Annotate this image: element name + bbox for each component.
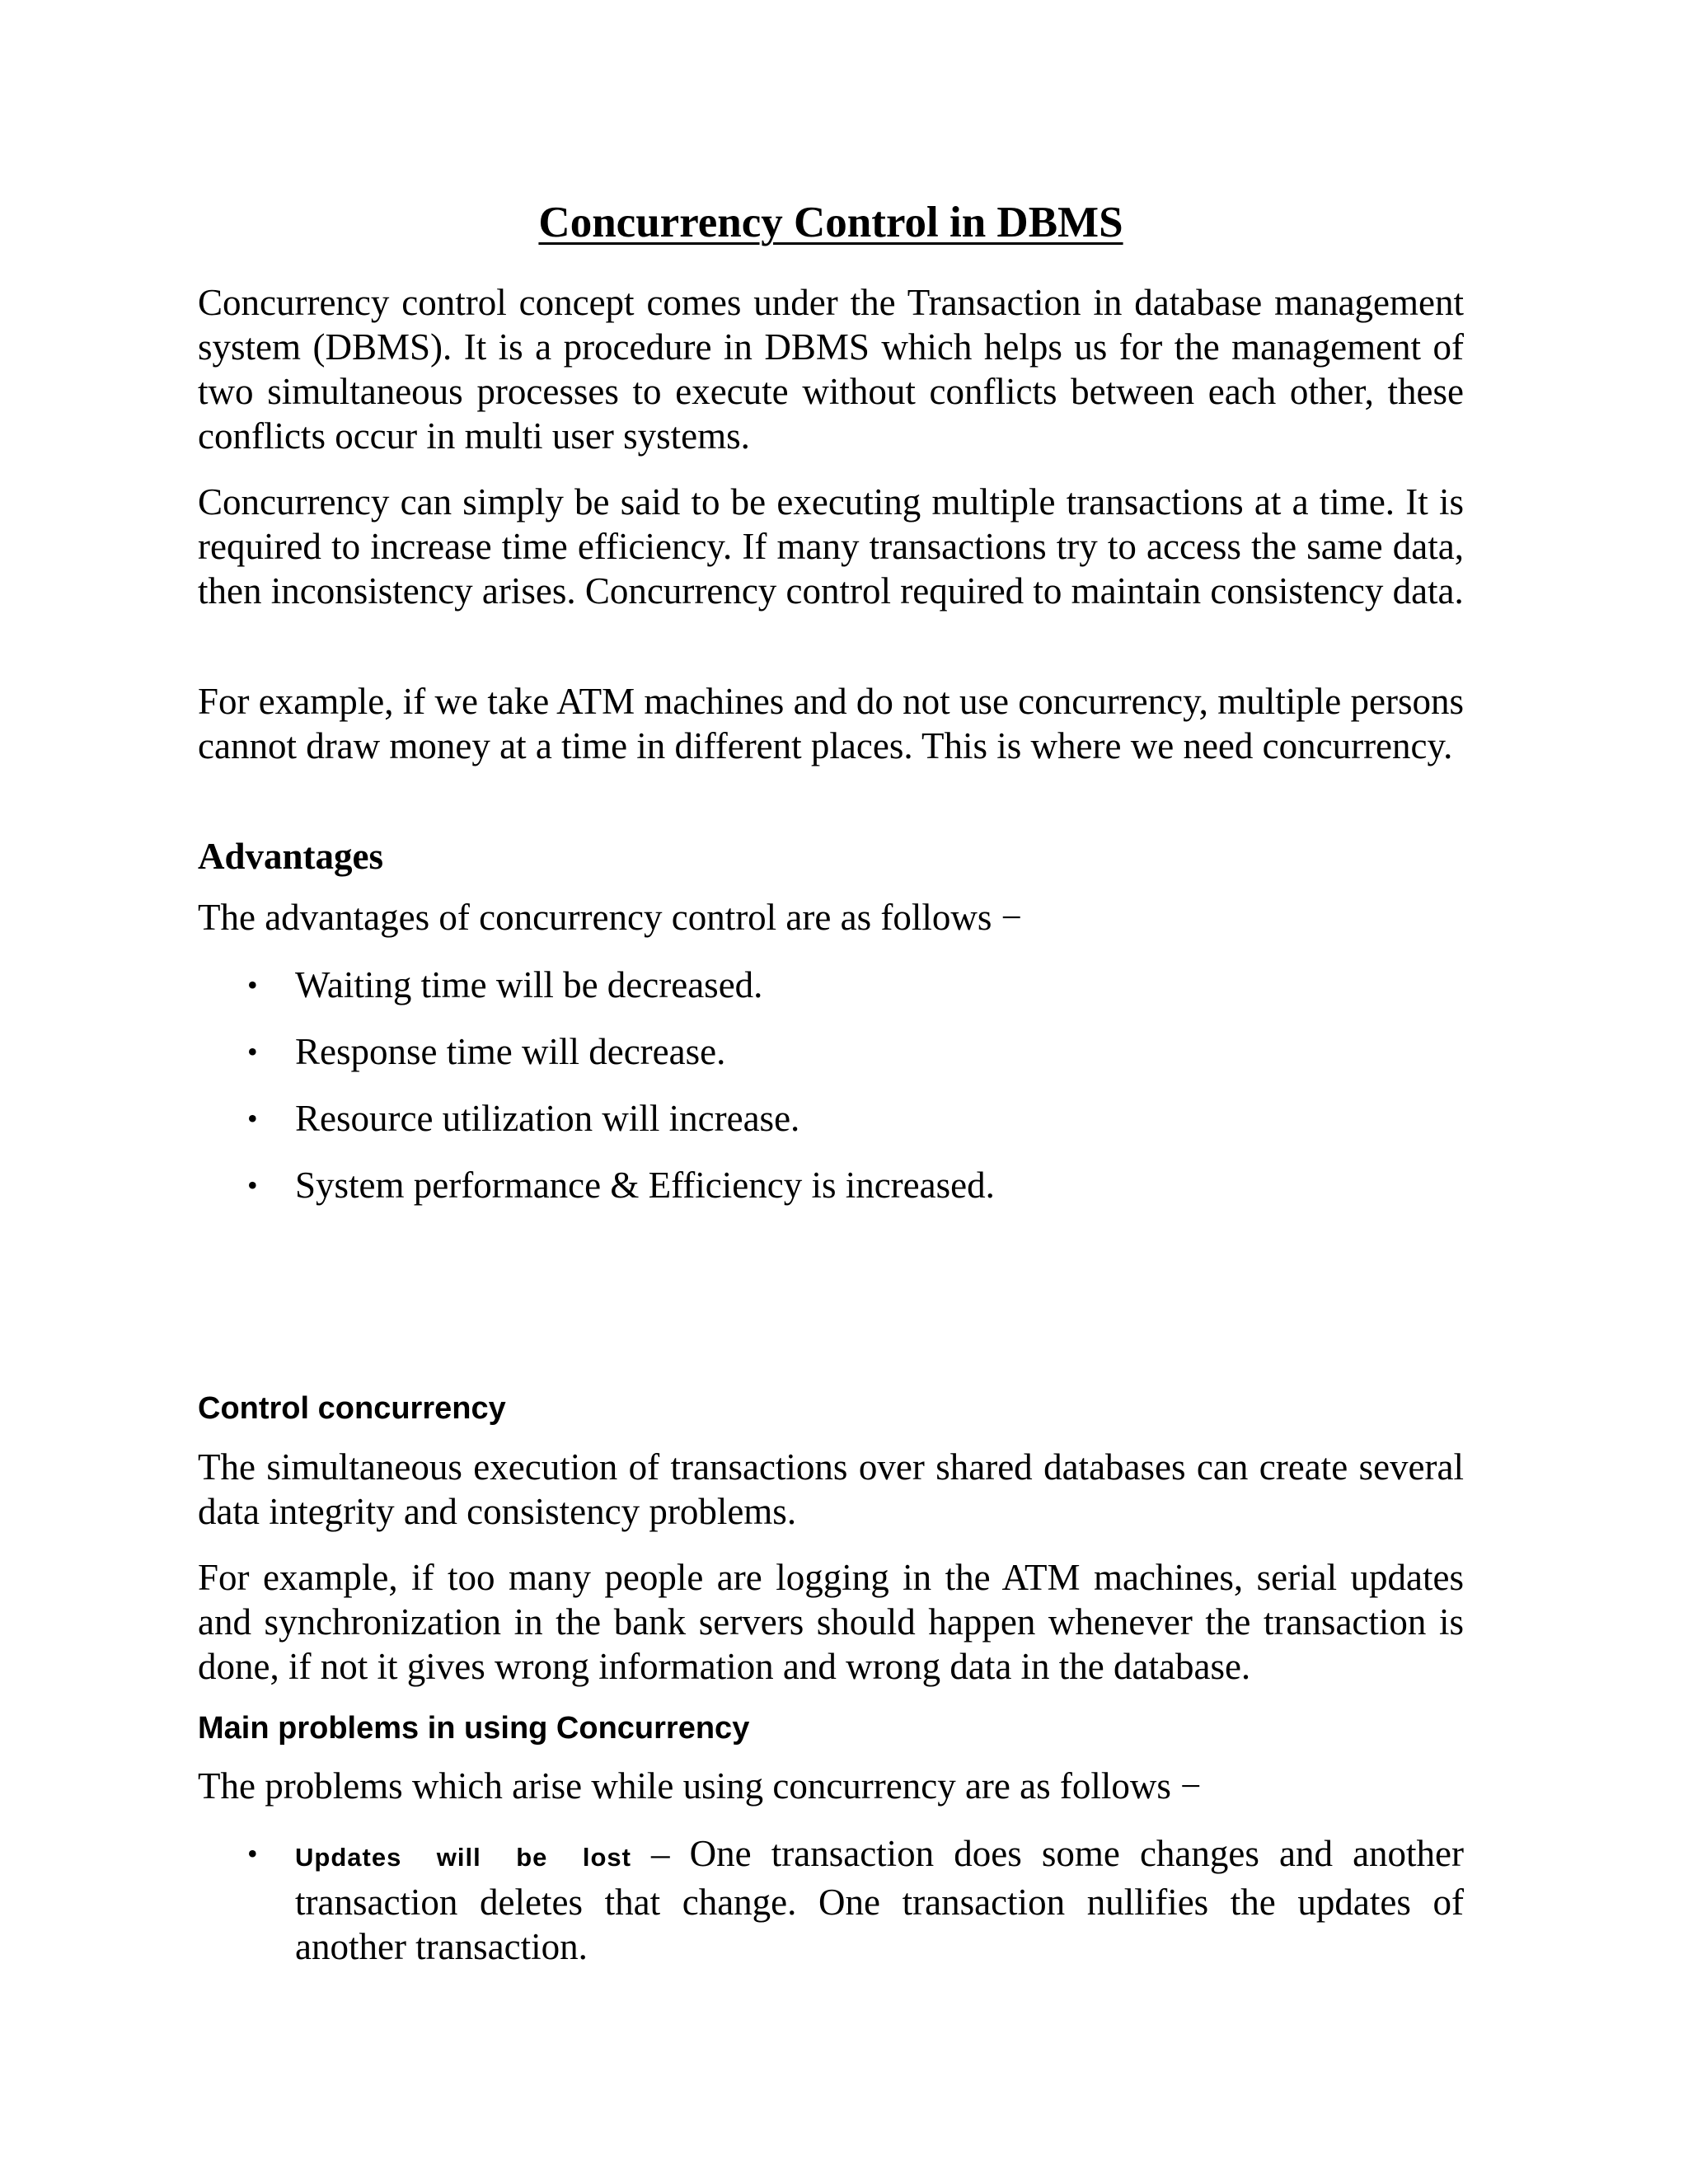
bullet-icon: • — [247, 1035, 258, 1068]
intro-paragraph-1: Concurrency control concept comes under the Transaction in database management system (DBMS). It is a procedure in DBMS which helps us for the management of two simultaneous processes to execute without conflicts between each other, these conflicts occur in multi user systems. — [198, 282, 1464, 457]
intro-paragraph-2: Concurrency can simply be said to be executing multiple transactions at a time. It is required to increase time efficiency. If many transactions try to access the same data, then inconsistency arises. Concurrency control required to maintain consistency data. — [198, 481, 1464, 612]
list-item-text: Resource utilization will increase. — [295, 1098, 800, 1139]
list-item-text: Waiting time will be decreased. — [295, 964, 763, 1005]
main-problems-intro: The problems which arise while using concurrency are as follows − — [198, 1765, 1202, 1807]
control-concurrency-paragraph-2: For example, if too many people are logging in the ATM machines, serial updates and synchronization in the bank servers should happen whenever the transaction is done, if not it gives wrong information and wrong data in the database. — [198, 1557, 1464, 1687]
bullet-icon: • — [247, 1169, 258, 1202]
document-page — [198, 0, 1464, 2184]
list-item-text: Response time will decrease. — [295, 1031, 726, 1072]
intro-paragraph-3: For example, if we take ATM machines and do not use concurrency, multiple persons cannot draw money at a time in different places. This is where we need concurrency. — [198, 681, 1464, 766]
bullet-icon: • — [247, 968, 258, 1001]
list-item-text: System performance & Efficiency is increased. — [295, 1165, 995, 1206]
main-problems-heading: Main problems in using Concurrency — [198, 1711, 750, 1746]
advantages-heading: Advantages — [198, 836, 384, 877]
advantages-intro: The advantages of concurrency control are as follows − — [198, 897, 1022, 938]
problem-item-text — [295, 1831, 1464, 1969]
problem-term: Updates will be lost — [295, 1843, 631, 1872]
bullet-icon: • — [247, 1837, 258, 1870]
page-title: Concurrency Control in DBMS — [538, 199, 1123, 246]
control-concurrency-paragraph-1: The simultaneous execution of transactions over shared databases can create several data integrity and consistency problems. — [198, 1446, 1464, 1532]
problem-separator: – — [631, 1833, 690, 1874]
control-concurrency-heading: Control concurrency — [198, 1391, 506, 1426]
bullet-icon: • — [247, 1102, 258, 1135]
problem-description: One transaction does some changes and another transaction deletes that change. One transaction nullifies the updates of another transaction. — [295, 1833, 1465, 1967]
